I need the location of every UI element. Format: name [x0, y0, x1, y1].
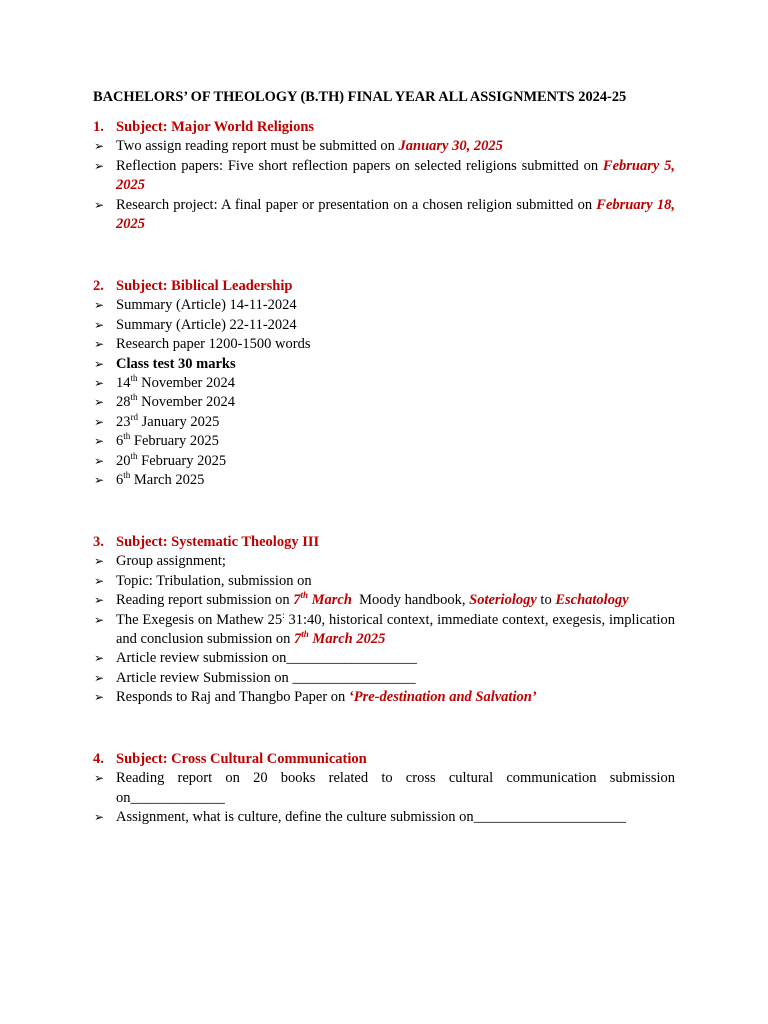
- list-item: ➢ Two assign reading report must be submitted on January 30, 2025: [93, 137, 675, 156]
- section-title: Subject: Biblical Leadership: [116, 278, 293, 294]
- list-item: ➢ Assignment, what is culture, define the culture submission on_____________________: [93, 808, 675, 827]
- arrow-bullet-icon: ➢: [94, 670, 105, 685]
- list-item: ➢ Responds to Raj and Thangbo Paper on ‘Pre-destination and Salvation’: [93, 688, 675, 707]
- list-item: ➢ 23rd January 2025: [93, 413, 675, 432]
- list-item: ➢ Article review Submission on _________________: [93, 669, 675, 688]
- due-date: January 30, 2025: [398, 138, 503, 155]
- list-item: ➢ 28th November 2024: [93, 393, 675, 412]
- list-item: ➢ Summary (Article) 22-11-2024: [93, 316, 675, 335]
- section-heading: [93, 750, 675, 769]
- arrow-bullet-icon: ➢: [94, 771, 105, 786]
- list-item: ➢ Topic: Tribulation, submission on: [93, 572, 675, 591]
- arrow-bullet-icon: ➢: [94, 158, 105, 173]
- section-title: Subject: Major World Religions: [116, 119, 315, 135]
- list-item: ➢ Reading report submission on 7th March Moody handbook, Soteriology to Eschatology: [93, 591, 675, 610]
- document-title: BACHELORS’ OF THEOLOGY (B.TH) FINAL YEAR ALL ASSIGNMENTS 2024-25: [93, 89, 627, 105]
- arrow-bullet-icon: ➢: [94, 453, 105, 468]
- list-item: ➢ Group assignment;: [93, 552, 675, 571]
- section-title: Subject: Cross Cultural Communication: [116, 751, 367, 767]
- arrow-bullet-icon: ➢: [94, 651, 105, 666]
- section-number: 3.: [93, 534, 104, 550]
- section-cross-cultural-communication: [93, 750, 675, 828]
- arrow-bullet-icon: ➢: [94, 376, 105, 391]
- list-item: ➢ 20th February 2025: [93, 452, 675, 471]
- arrow-bullet-icon: ➢: [94, 317, 105, 332]
- arrow-bullet-icon: ➢: [94, 473, 105, 488]
- arrow-bullet-icon: ➢: [94, 298, 105, 313]
- arrow-bullet-icon: ➢: [94, 573, 105, 588]
- list-item: ➢ Article review submission on__________________: [93, 649, 675, 668]
- due-date: February 5, 2025: [116, 157, 675, 194]
- list-item: ➢ 6th March 2025: [93, 471, 675, 490]
- arrow-bullet-icon: ➢: [94, 414, 105, 429]
- list-item: ➢ 6th February 2025: [93, 432, 675, 451]
- arrow-bullet-icon: ➢: [94, 337, 105, 352]
- list-item: ➢ Reflection papers: Five short reflection papers on selected religions submitted on February 5, 2025: [93, 157, 675, 196]
- arrow-bullet-icon: ➢: [94, 395, 105, 410]
- arrow-bullet-icon: ➢: [94, 612, 105, 627]
- arrow-bullet-icon: ➢: [94, 197, 105, 212]
- arrow-bullet-icon: ➢: [94, 139, 105, 154]
- due-date: February 18, 2025: [116, 196, 675, 233]
- arrow-bullet-icon: ➢: [94, 593, 105, 608]
- section-number: 4.: [93, 751, 104, 767]
- list-item: ➢ The Exegesis on Mathew 25: 31:40, historical context, immediate context, exegesis, implication and conclusion submission on 7th March 2025: [93, 611, 675, 650]
- arrow-bullet-icon: ➢: [94, 434, 105, 449]
- section-major-world-religions: [93, 118, 675, 234]
- section-number: 1.: [93, 119, 104, 135]
- section-heading: [93, 277, 675, 296]
- list-item: ➢ 14th November 2024: [93, 374, 675, 393]
- section-title: Subject: Systematic Theology III: [116, 534, 320, 550]
- section-heading: [93, 118, 675, 137]
- arrow-bullet-icon: ➢: [94, 690, 105, 705]
- list-item: ➢ Summary (Article) 14-11-2024: [93, 296, 675, 315]
- arrow-bullet-icon: ➢: [94, 356, 105, 371]
- section-heading: [93, 533, 675, 552]
- list-item: ➢ Reading report on 20 books related to cross cultural communication submission on_____________: [93, 769, 675, 808]
- list-item: ➢ Research project: A final paper or presentation on a chosen religion submitted on February 18, 2025: [93, 196, 675, 235]
- section-biblical-leadership: [93, 277, 675, 490]
- list-item: ➢ Class test 30 marks: [93, 355, 675, 374]
- section-number: 2.: [93, 278, 104, 294]
- arrow-bullet-icon: ➢: [94, 554, 105, 569]
- arrow-bullet-icon: ➢: [94, 810, 105, 825]
- list-item: ➢ Research paper 1200-1500 words: [93, 335, 675, 354]
- section-systematic-theology: [93, 533, 675, 708]
